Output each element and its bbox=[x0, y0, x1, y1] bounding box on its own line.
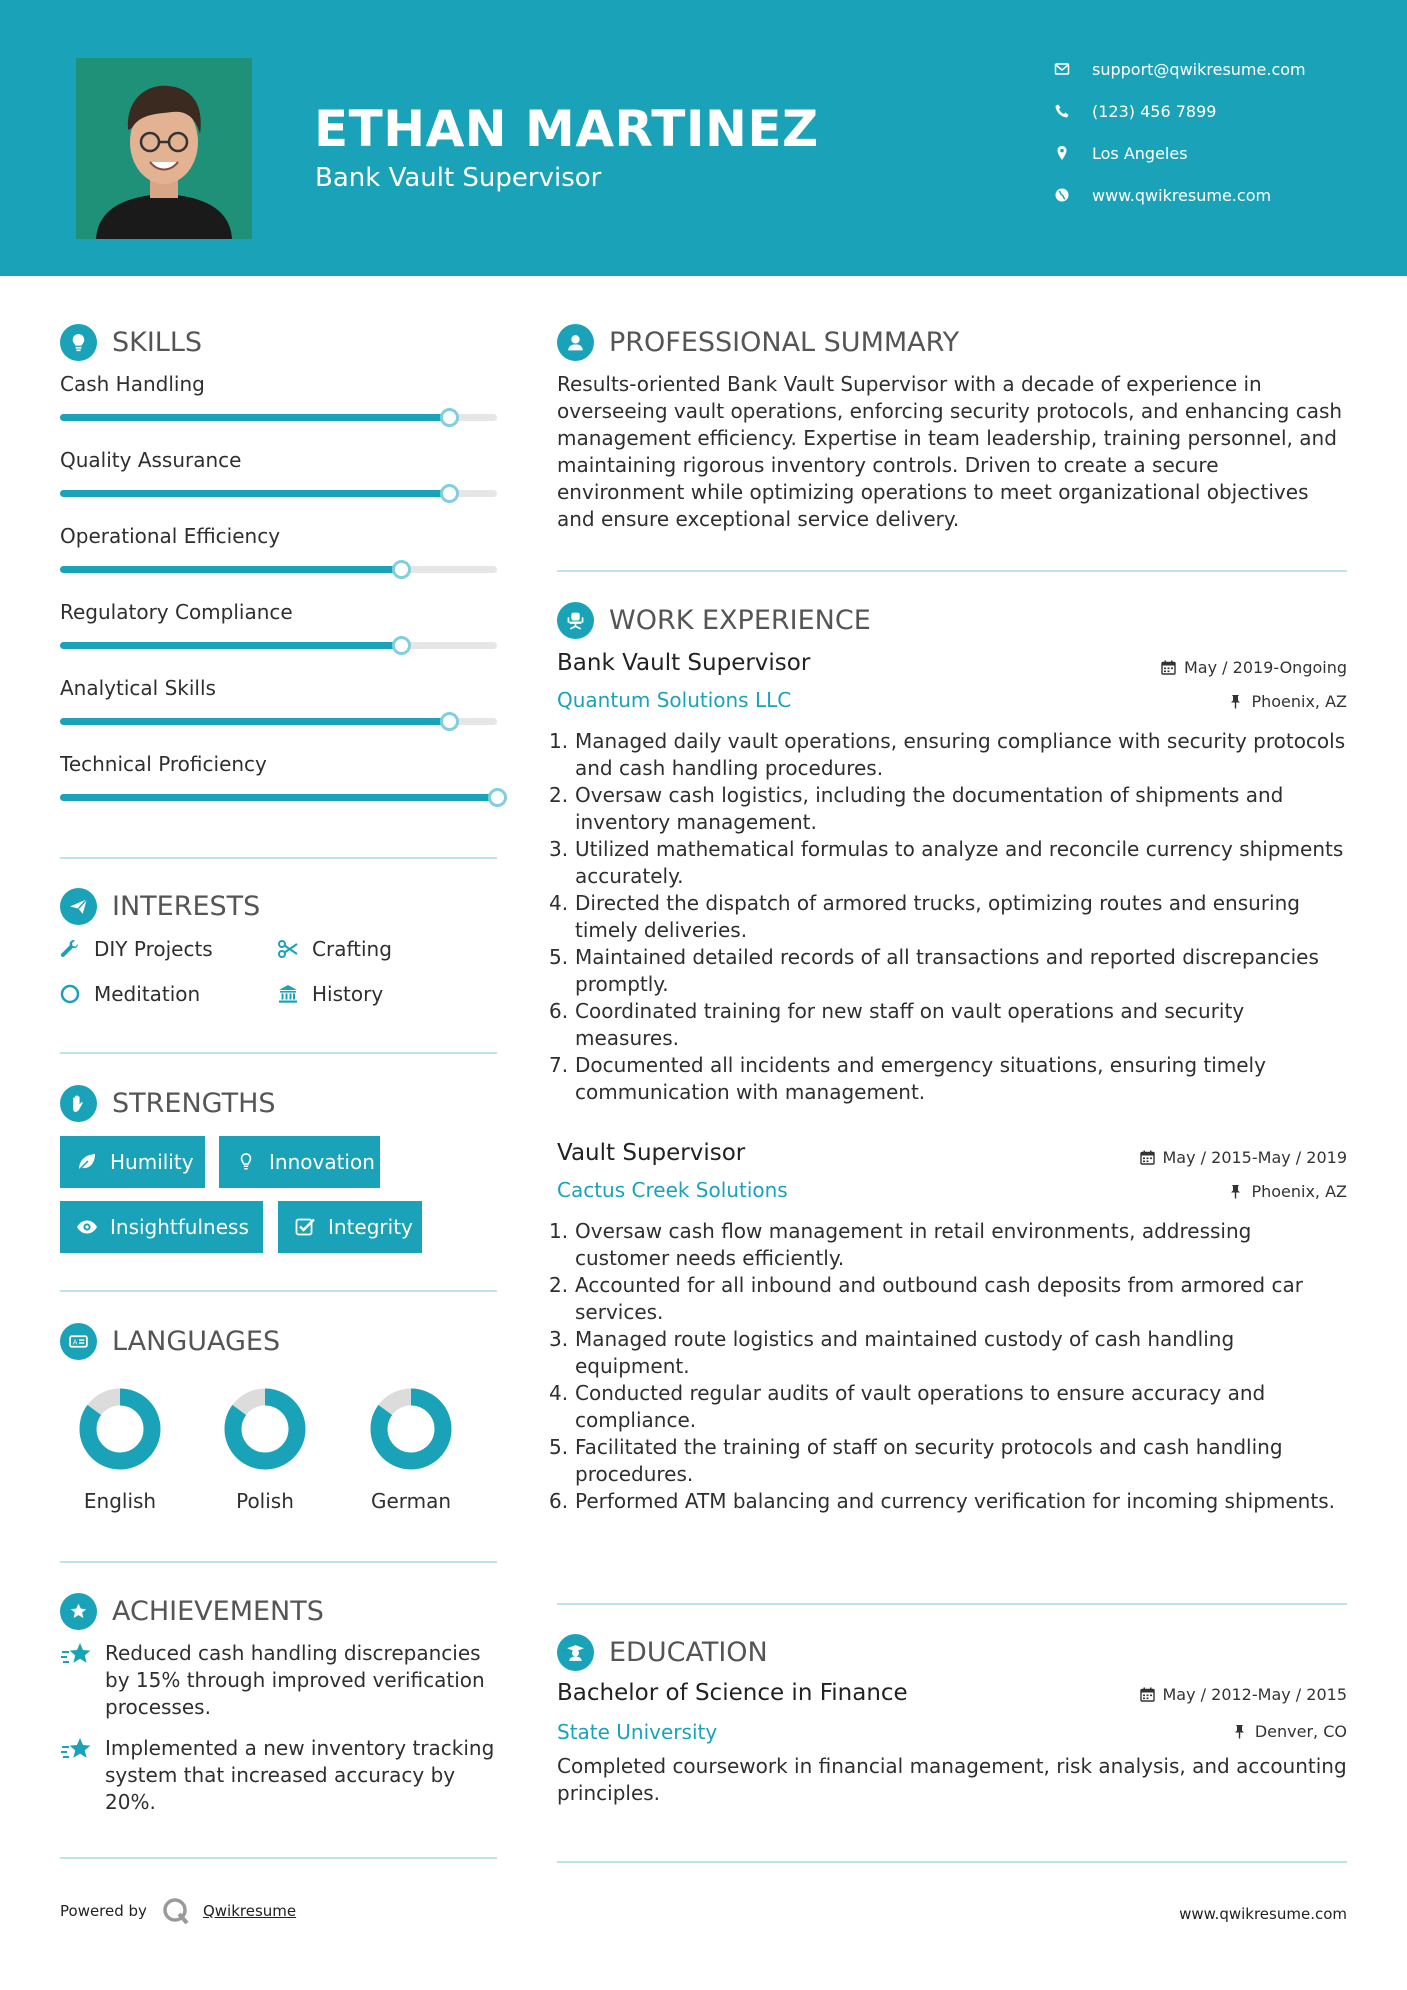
language-icon bbox=[60, 1323, 97, 1360]
skill-bar-knob bbox=[488, 788, 507, 807]
star-icon bbox=[60, 1640, 94, 1670]
skill-bar-fill bbox=[60, 794, 497, 801]
skill-bar-fill bbox=[60, 414, 449, 421]
education-dates-text: May / 2012-May / 2015 bbox=[1162, 1685, 1347, 1704]
interests-heading bbox=[60, 888, 260, 925]
bullet-number: 4. bbox=[549, 891, 569, 915]
language-label: English bbox=[83, 1489, 157, 1513]
calendar-icon bbox=[1140, 1150, 1155, 1165]
divider bbox=[557, 1861, 1347, 1863]
job-title: Vault Supervisor bbox=[557, 1140, 746, 1166]
bullet-number: 1. bbox=[549, 1219, 569, 1243]
bullet-number: 6. bbox=[549, 1489, 569, 1513]
divider bbox=[557, 570, 1347, 572]
summary-text: Results-oriented Bank Vault Supervisor with a decade of experience in overseeing vault operations, enforcing security protocols, and enhancing cash management efficiency. Expertise in team leadership, training personnel, and maintaining rigorous inventory controls. Driven to create a secure environment while optimizing operations to meet organizational objectives and ensure exceptional service delivery. bbox=[557, 372, 1343, 531]
skill-bar-knob bbox=[392, 636, 411, 655]
interest-item bbox=[276, 937, 392, 961]
job-bullet bbox=[549, 1218, 1349, 1272]
contact-location-text: Los Angeles bbox=[1092, 143, 1188, 163]
bullet-number: 2. bbox=[549, 783, 569, 807]
contact-website[interactable] bbox=[1053, 180, 1373, 210]
job-bullets bbox=[549, 1218, 1349, 1515]
language-donut bbox=[368, 1386, 454, 1472]
check-square-icon bbox=[292, 1215, 318, 1239]
skill-bar bbox=[60, 794, 497, 801]
job-bullet bbox=[549, 890, 1349, 944]
bullet-text: Managed daily vault operations, ensuring compliance with security protocols and cash handling procedures. bbox=[575, 729, 1346, 780]
bullet-text: Performed ATM balancing and currency verification for incoming shipments. bbox=[575, 1489, 1335, 1513]
profile-photo bbox=[76, 58, 252, 239]
circle-icon bbox=[58, 982, 82, 1006]
bullet-number: 3. bbox=[549, 837, 569, 861]
skill-label: Regulatory Compliance bbox=[60, 600, 293, 624]
contact-email-text: support@qwikresume.com bbox=[1092, 59, 1306, 79]
education-school: State University bbox=[557, 1720, 718, 1744]
job-bullet bbox=[549, 1272, 1349, 1326]
skill-bar bbox=[60, 718, 497, 725]
interests-heading-text: INTERESTS bbox=[112, 891, 261, 922]
achievements-heading-text: ACHIEVEMENTS bbox=[112, 1596, 324, 1627]
bullet-number: 4. bbox=[549, 1381, 569, 1405]
job-location bbox=[1228, 1182, 1347, 1201]
bullet-text: Utilized mathematical formulas to analyze and reconcile currency shipments accurately. bbox=[575, 837, 1344, 888]
job-location-text: Phoenix, AZ bbox=[1251, 1182, 1347, 1201]
scissors-icon bbox=[276, 937, 300, 961]
calendar-icon bbox=[1161, 660, 1176, 675]
strength-tag bbox=[60, 1136, 205, 1188]
star-badge-icon bbox=[60, 1593, 97, 1630]
bullet-text: Maintained detailed records of all transactions and reported discrepancies promptly. bbox=[575, 945, 1319, 996]
interest-item bbox=[276, 982, 383, 1006]
skill-bar bbox=[60, 642, 497, 649]
education-dates bbox=[1140, 1685, 1348, 1704]
lightbulb-icon bbox=[233, 1150, 259, 1174]
strength-label: Innovation bbox=[269, 1150, 375, 1174]
bullet-text: Oversaw cash logistics, including the documentation of shipments and inventory management. bbox=[575, 783, 1284, 834]
language-donut bbox=[222, 1386, 308, 1472]
skill-label: Quality Assurance bbox=[60, 448, 242, 472]
bullet-number: 5. bbox=[549, 945, 569, 969]
divider bbox=[60, 857, 497, 859]
interest-item bbox=[58, 982, 200, 1006]
footer-powered-by bbox=[60, 1896, 296, 1926]
candidate-title: Bank Vault Supervisor bbox=[315, 163, 602, 193]
strength-tag bbox=[219, 1136, 380, 1188]
office-chair-icon bbox=[557, 602, 594, 639]
job-dates-text: May / 2019-Ongoing bbox=[1184, 658, 1347, 677]
pushpin-icon bbox=[1232, 1724, 1247, 1739]
skill-bar-knob bbox=[440, 484, 459, 503]
skill-bar-knob bbox=[440, 408, 459, 427]
user-icon bbox=[557, 324, 594, 361]
bullet-text: Accounted for all inbound and outbound cash deposits from armored car services. bbox=[575, 1273, 1303, 1324]
bullet-text: Documented all incidents and emergency situations, ensuring timely communication with management. bbox=[575, 1053, 1266, 1104]
contact-phone-text: (123) 456 7899 bbox=[1092, 101, 1217, 121]
eye-icon bbox=[74, 1215, 100, 1239]
languages-heading bbox=[60, 1323, 280, 1360]
achievement-text: Implemented a new inventory tracking system that increased accuracy by 20%. bbox=[105, 1736, 495, 1814]
star-icon bbox=[60, 1735, 94, 1765]
bullet-text: Managed route logistics and maintained custody of cash handling equipment. bbox=[575, 1327, 1235, 1378]
skill-bar-knob bbox=[392, 560, 411, 579]
job-bullet bbox=[549, 1380, 1349, 1434]
job-bullet bbox=[549, 998, 1349, 1052]
summary-heading bbox=[557, 324, 959, 361]
experience-heading-text: WORK EXPERIENCE bbox=[609, 605, 871, 636]
skill-bar bbox=[60, 490, 497, 497]
education-heading-text: EDUCATION bbox=[609, 1637, 768, 1668]
interest-label: DIY Projects bbox=[94, 937, 213, 961]
envelope-icon bbox=[1053, 60, 1071, 78]
strengths-heading bbox=[60, 1085, 276, 1122]
job-bullet bbox=[549, 1052, 1349, 1106]
divider bbox=[60, 1290, 497, 1292]
job-bullets bbox=[549, 728, 1349, 1106]
job-location-text: Phoenix, AZ bbox=[1251, 692, 1347, 711]
job-company: Quantum Solutions LLC bbox=[557, 688, 792, 712]
qwikresume-link[interactable]: Qwikresume bbox=[202, 1902, 297, 1920]
interest-label: Meditation bbox=[94, 982, 201, 1006]
skills-heading bbox=[60, 324, 202, 361]
education-description: Completed coursework in financial management, risk analysis, and accounting principles. bbox=[557, 1754, 1347, 1805]
contact-phone[interactable] bbox=[1053, 96, 1373, 126]
graduate-icon bbox=[557, 1634, 594, 1671]
language-donut bbox=[77, 1386, 163, 1472]
bullet-text: Coordinated training for new staff on vault operations and security measures. bbox=[575, 999, 1245, 1050]
skill-bar-fill bbox=[60, 566, 401, 573]
achievement-text: Reduced cash handling discrepancies by 15% through improved verification processes. bbox=[105, 1641, 485, 1719]
candidate-name: ETHAN MARTINEZ bbox=[314, 100, 819, 158]
language-label: Polish bbox=[236, 1489, 294, 1513]
lightbulb-icon bbox=[60, 324, 97, 361]
job-title: Bank Vault Supervisor bbox=[557, 650, 811, 676]
skill-bar-fill bbox=[60, 718, 449, 725]
language-label: German bbox=[370, 1489, 452, 1513]
skill-bar-fill bbox=[60, 490, 449, 497]
job-bullet bbox=[549, 944, 1349, 998]
skills-heading-text: SKILLS bbox=[112, 327, 203, 358]
phone-icon bbox=[1053, 102, 1071, 120]
skill-bar-knob bbox=[440, 712, 459, 731]
job-bullet bbox=[549, 1434, 1349, 1488]
bank-icon bbox=[276, 982, 300, 1006]
job-bullet bbox=[549, 782, 1349, 836]
divider bbox=[60, 1052, 497, 1054]
interest-item bbox=[58, 937, 213, 961]
pushpin-icon bbox=[1228, 1184, 1243, 1199]
skill-bar bbox=[60, 414, 497, 421]
pushpin-icon bbox=[1228, 694, 1243, 709]
job-bullet bbox=[549, 836, 1349, 890]
contact-email[interactable] bbox=[1053, 54, 1373, 84]
bullet-text: Facilitated the training of staff on security protocols and cash handling procedures. bbox=[575, 1435, 1283, 1486]
divider bbox=[60, 1857, 497, 1859]
job-dates bbox=[1140, 1148, 1348, 1167]
strength-label: Insightfulness bbox=[110, 1215, 249, 1239]
job-dates bbox=[1161, 658, 1347, 677]
job-bullet bbox=[549, 1488, 1349, 1515]
interest-label: History bbox=[312, 982, 384, 1006]
skill-label: Operational Efficiency bbox=[60, 524, 281, 548]
contact-website-text: www.qwikresume.com bbox=[1092, 185, 1272, 205]
bullet-number: 7. bbox=[549, 1053, 569, 1077]
strengths-heading-text: STRENGTHS bbox=[112, 1088, 276, 1119]
skill-bar-fill bbox=[60, 642, 401, 649]
map-pin-icon bbox=[1053, 144, 1071, 162]
bullet-number: 1. bbox=[549, 729, 569, 753]
strength-tag bbox=[60, 1201, 263, 1253]
job-dates-text: May / 2015-May / 2019 bbox=[1162, 1148, 1347, 1167]
divider bbox=[60, 1561, 497, 1563]
hand-icon bbox=[60, 1085, 97, 1122]
summary-heading-text: PROFESSIONAL SUMMARY bbox=[609, 327, 960, 358]
achievement-item bbox=[60, 1735, 500, 1816]
calendar-icon bbox=[1140, 1687, 1155, 1702]
bullet-number: 2. bbox=[549, 1273, 569, 1297]
bullet-text: Directed the dispatch of armored trucks, optimizing routes and ensuring timely deliveries. bbox=[575, 891, 1300, 942]
globe-icon bbox=[1053, 186, 1071, 204]
education-location bbox=[1232, 1722, 1347, 1741]
achievements-heading bbox=[60, 1593, 324, 1630]
achievement-item bbox=[60, 1640, 500, 1721]
skill-label: Technical Proficiency bbox=[60, 752, 267, 776]
job-location bbox=[1228, 692, 1347, 711]
education-degree: Bachelor of Science in Finance bbox=[557, 1680, 908, 1706]
wrench-icon bbox=[58, 937, 82, 961]
strength-label: Humility bbox=[110, 1150, 194, 1174]
qwikresume-logo-icon bbox=[161, 1896, 191, 1926]
strength-tag bbox=[278, 1201, 422, 1253]
powered-by-text: Powered by bbox=[60, 1902, 147, 1920]
strength-label: Integrity bbox=[328, 1215, 413, 1239]
skill-bar bbox=[60, 566, 497, 573]
bullet-number: 5. bbox=[549, 1435, 569, 1459]
job-bullet bbox=[549, 728, 1349, 782]
skill-label: Analytical Skills bbox=[60, 676, 216, 700]
skill-label: Cash Handling bbox=[60, 372, 205, 396]
education-heading bbox=[557, 1634, 768, 1671]
contact-location bbox=[1053, 138, 1373, 168]
bullet-text: Oversaw cash flow management in retail environments, addressing customer needs efficiently. bbox=[575, 1219, 1252, 1270]
languages-heading-text: LANGUAGES bbox=[112, 1326, 281, 1357]
divider bbox=[557, 1603, 1347, 1605]
job-company: Cactus Creek Solutions bbox=[557, 1178, 788, 1202]
experience-heading bbox=[557, 602, 871, 639]
bullet-number: 6. bbox=[549, 999, 569, 1023]
bullet-text: Conducted regular audits of vault operations to ensure accuracy and compliance. bbox=[575, 1381, 1266, 1432]
education-location-text: Denver, CO bbox=[1254, 1722, 1347, 1741]
job-bullet bbox=[549, 1326, 1349, 1380]
svg-text:A: A bbox=[72, 1338, 78, 1347]
bullet-number: 3. bbox=[549, 1327, 569, 1351]
leaf-icon bbox=[74, 1150, 100, 1174]
header-banner bbox=[0, 0, 1407, 276]
paper-plane-icon bbox=[60, 888, 97, 925]
interest-label: Crafting bbox=[312, 937, 392, 961]
footer-website[interactable]: www.qwikresume.com bbox=[1179, 1905, 1347, 1923]
